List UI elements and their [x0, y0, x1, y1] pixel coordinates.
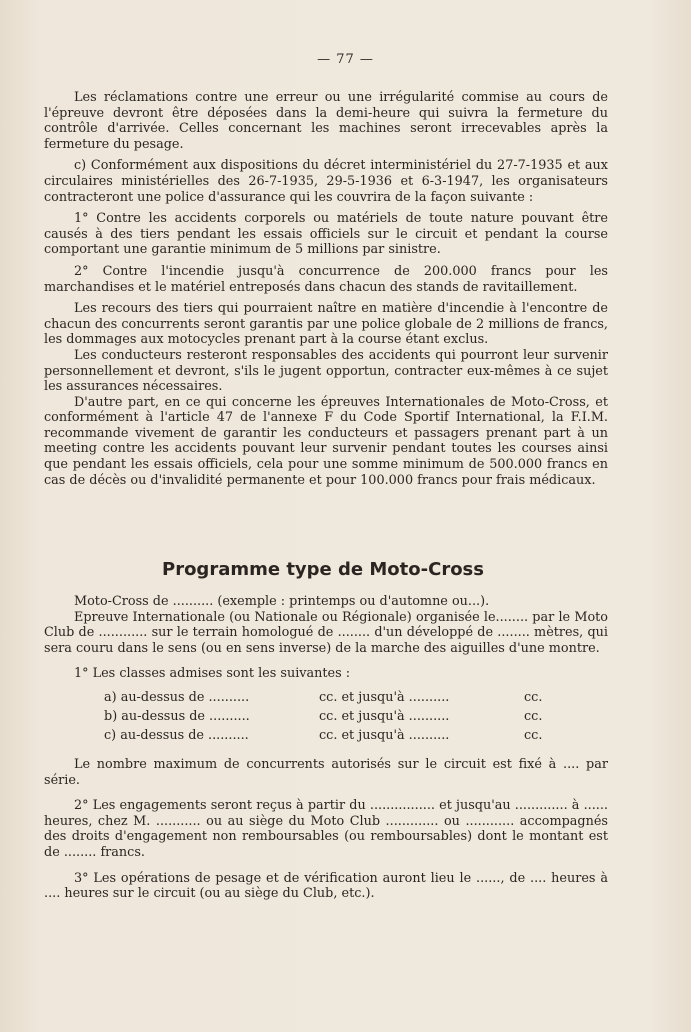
- paragraph-reclamations: Les réclamations contre une erreur ou une irrégularité commise au cours de l'épreuve devront être déposées dans la demi-heure qui suivra la fermeture du contrôle d'arrivée. Celles concernant les machines seront irrecevables après la fermeture du pesage.: [44, 90, 608, 152]
- pesage: 3° Les opérations de pesage et de vérification auront lieu le ......, de .... heures à .... heures sur le circuit (ou au siège du Club, etc.).: [44, 870, 608, 902]
- classes-list: [44, 688, 608, 745]
- paragraph-assurance: c) Conformément aux dispositions du décret interministériel du 27-7-1935 et aux circulaires ministérielles des 26-7-1935, 29-5-1936 et 6-3-1947, les organisateurs contracteront une police d'assurance qui les couvrira de la façon suivante :: [44, 158, 608, 205]
- paragraph-fim: D'autre part, en ce qui concerne les épreuves Internationales de Moto-Cross, et conformément à l'article 47 de l'annexe F du Code Sportif International, la F.I.M. recommande vivement de garantir les conducteurs et passagers prenant part à un meeting contre les accidents pouvant leur survenir pendant toutes les courses ainsi que pendant les essais officiels, cela pour une somme minimum de 500.000 francs en cas de décès ou d'invalidité permanente et pour 100.000 francs pour frais médicaux.: [44, 394, 608, 488]
- max-competitors: Le nombre maximum de concurrents autorisés sur le circuit est fixé à .... par série.: [44, 756, 608, 788]
- insurance-section: [44, 90, 608, 488]
- class-row: c) au-dessus de .......... cc. et jusqu'à .......... cc.: [104, 727, 543, 743]
- classes-intro: 1° Les classes admises sont les suivantes :: [74, 666, 351, 682]
- class-row: a) au-dessus de .......... cc. et jusqu'à .......... cc.: [104, 689, 543, 705]
- class-row: b) au-dessus de .......... cc. et jusqu'à .......... cc.: [104, 708, 543, 724]
- engagements: 2° Les engagements seront reçus à partir du ................ et jusqu'au ............. à ...... heures, chez M. ........... ou au siège du Moto Club ............. ou ............ accompagnés des droits d'engagement non remboursables (ou remboursables) dont le montant est de ........ francs.: [44, 798, 608, 860]
- paragraph-accidents: 1° Contre les accidents corporels ou matériels de toute nature pouvant être causés à des tiers pendant les essais officiels sur le circuit et pendant la course comportant une garantie minimum de 5 millions par sinistre.: [44, 211, 608, 258]
- paragraph-conducteurs: Les conducteurs resteront responsables des accidents qui pourront leur survenir personnellement et devront, s'ils le jugent opportun, contracter eux-mêmes à ce sujet les assurances nécessaires.: [44, 347, 608, 395]
- programme-intro-1: Moto-Cross de .......... (exemple : printemps ou d'automne ou...).: [74, 594, 490, 609]
- paragraph-recours: Les recours des tiers qui pourraient naître en matière d'incendie à l'encontre de chacun des concurrents seront garantis par une police globale de 2 millions de francs, les dommages aux motocycles prenant part à la course étant exclus.: [44, 301, 608, 348]
- paragraph-incendie: 2° Contre l'incendie jusqu'à concurrence de 200.000 francs pour les marchandises et le matériel entreposés dans chacun des stands de ravitaillement.: [44, 263, 608, 295]
- page-number: — 77 —: [317, 52, 374, 67]
- programme-intro-2: Epreuve Internationale (ou Nationale ou Régionale) organisée le........ par le Moto Club de ............ sur le terrain homologué de ........ d'un développé de ........ mètres, qui sera couru dans le sens (ou en sens inverse) de la marche des aiguilles d'une montre.: [44, 609, 608, 656]
- section-heading: Programme type de Moto-Cross: [162, 559, 484, 580]
- programme-section: [44, 594, 608, 912]
